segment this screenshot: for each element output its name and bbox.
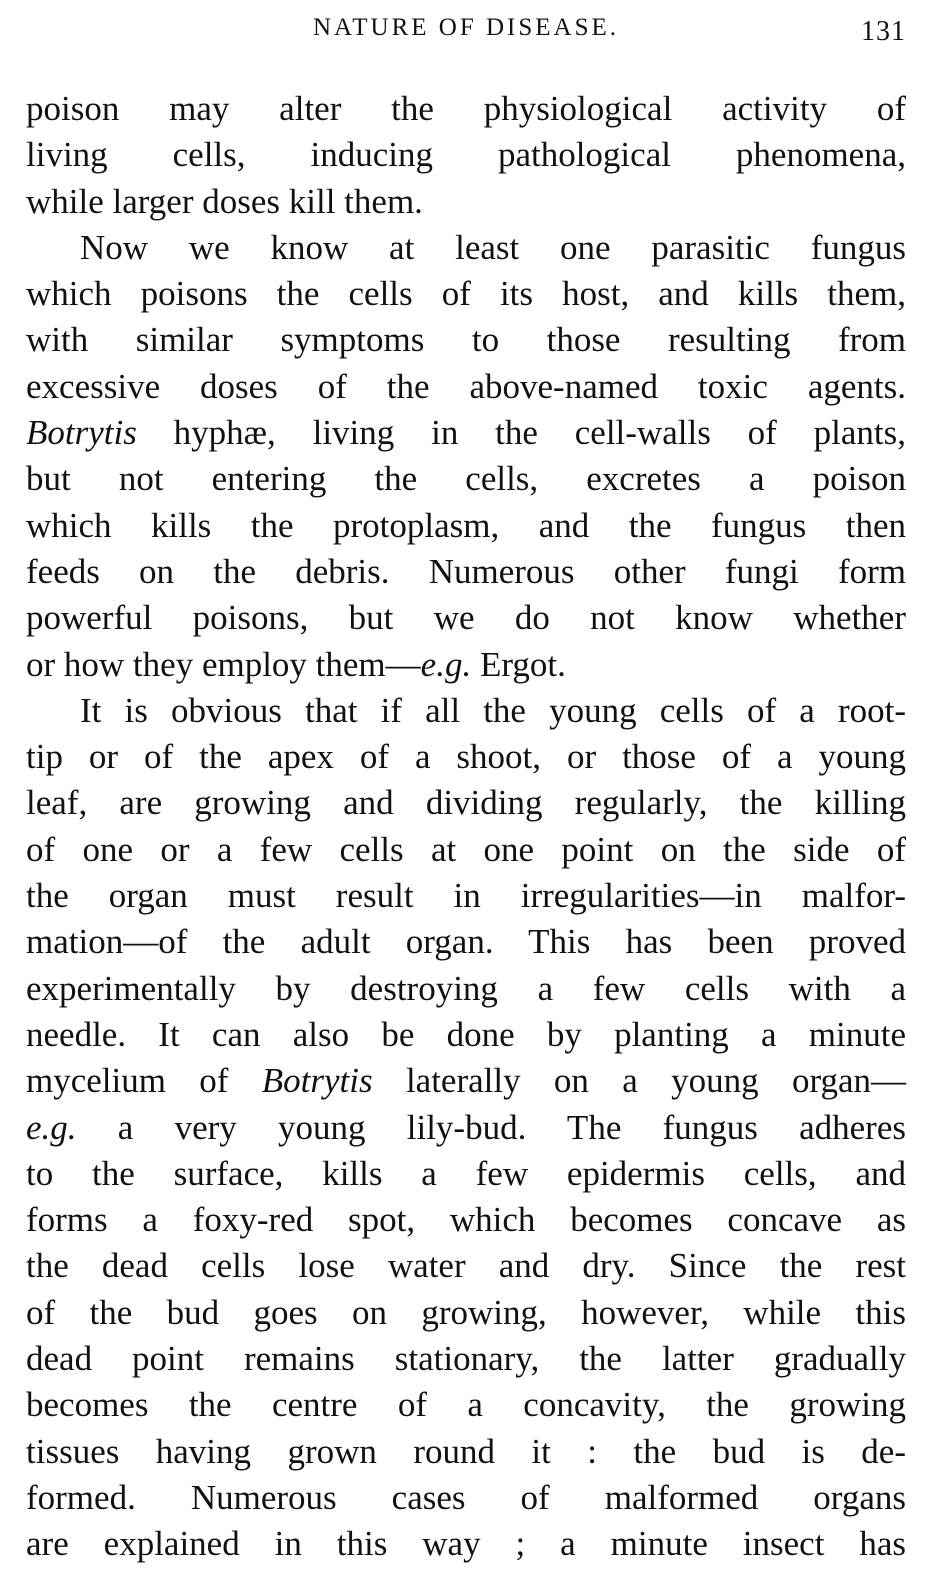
running-title: NATURE OF DISEASE.	[312, 14, 620, 41]
text-line: becomes the centre of a concavity, the growing	[26, 1385, 906, 1425]
paragraph	[26, 688, 906, 1568]
text-line: experimentally by destroying a few cells with a	[26, 968, 906, 1008]
text-line: with similar symptoms to those resulting from	[26, 320, 906, 360]
text-line: of one or a few cells at one point on the side of	[26, 829, 906, 869]
text-line: e.g. a very young lily-bud. The fungus adheres	[26, 1107, 906, 1147]
italic-term: e.g.	[420, 644, 472, 684]
text-line: living cells, inducing pathological phenomena,	[26, 135, 906, 175]
text-line: of the bud goes on growing, however, while this	[26, 1292, 906, 1332]
running-head	[26, 14, 906, 54]
body-text	[26, 86, 906, 1568]
text-line: excessive doses of the above-named toxic agents.	[26, 366, 906, 406]
text-line: mation—of the adult organ. This has been proved	[26, 922, 906, 962]
text-line: but not entering the cells, excretes a poison	[26, 459, 906, 499]
text-line: to the surface, kills a few epidermis cells, and	[26, 1153, 906, 1193]
italic-term: Botrytis	[26, 413, 137, 453]
text-line: needle. It can also be done by planting a minute	[26, 1014, 906, 1054]
text-line: which poisons the cells of its host, and kills them,	[26, 274, 906, 314]
paragraph	[26, 86, 906, 225]
text-line: forms a foxy-red spot, which becomes concave as	[26, 1200, 906, 1240]
text-line: poison may alter the physiological activity of	[26, 89, 906, 128]
page-number: 131	[861, 16, 906, 47]
text-line: or how they employ them—e.g. Ergot.	[26, 644, 566, 684]
text-line: It is obvious that if all the young cells of a root-	[80, 690, 906, 730]
text-line: dead point remains stationary, the latter gradually	[26, 1339, 906, 1379]
text-line: while larger doses kill them.	[26, 181, 423, 221]
text-line: the organ must result in irregularities—in malfor-	[26, 876, 906, 916]
text-line: powerful poisons, but we do not know whether	[26, 598, 906, 638]
text-line: formed. Numerous cases of malformed organs	[26, 1477, 906, 1517]
text-line: mycelium of Botrytis laterally on a young organ—	[26, 1061, 906, 1101]
text-line: Botrytis hyphæ, living in the cell-walls of plants,	[26, 413, 906, 453]
text-line: which kills the protoplasm, and the fungus then	[26, 505, 906, 545]
text-line: feeds on the debris. Numerous other fungi form	[26, 551, 906, 591]
text-line: the dead cells lose water and dry. Since the rest	[26, 1246, 906, 1286]
italic-term: e.g.	[26, 1107, 77, 1147]
paragraph	[26, 225, 906, 688]
text-line: tissues having grown round it : the bud is de-	[26, 1431, 906, 1471]
text-line: tip or of the apex of a shoot, or those of a young	[26, 737, 906, 777]
text-line: are explained in this way ; a minute insect has	[26, 1524, 906, 1564]
text-line: leaf, are growing and dividing regularly, the killing	[26, 783, 906, 823]
italic-term: Botrytis	[261, 1061, 373, 1101]
text-line: Now we know at least one parasitic fungus	[80, 227, 906, 267]
